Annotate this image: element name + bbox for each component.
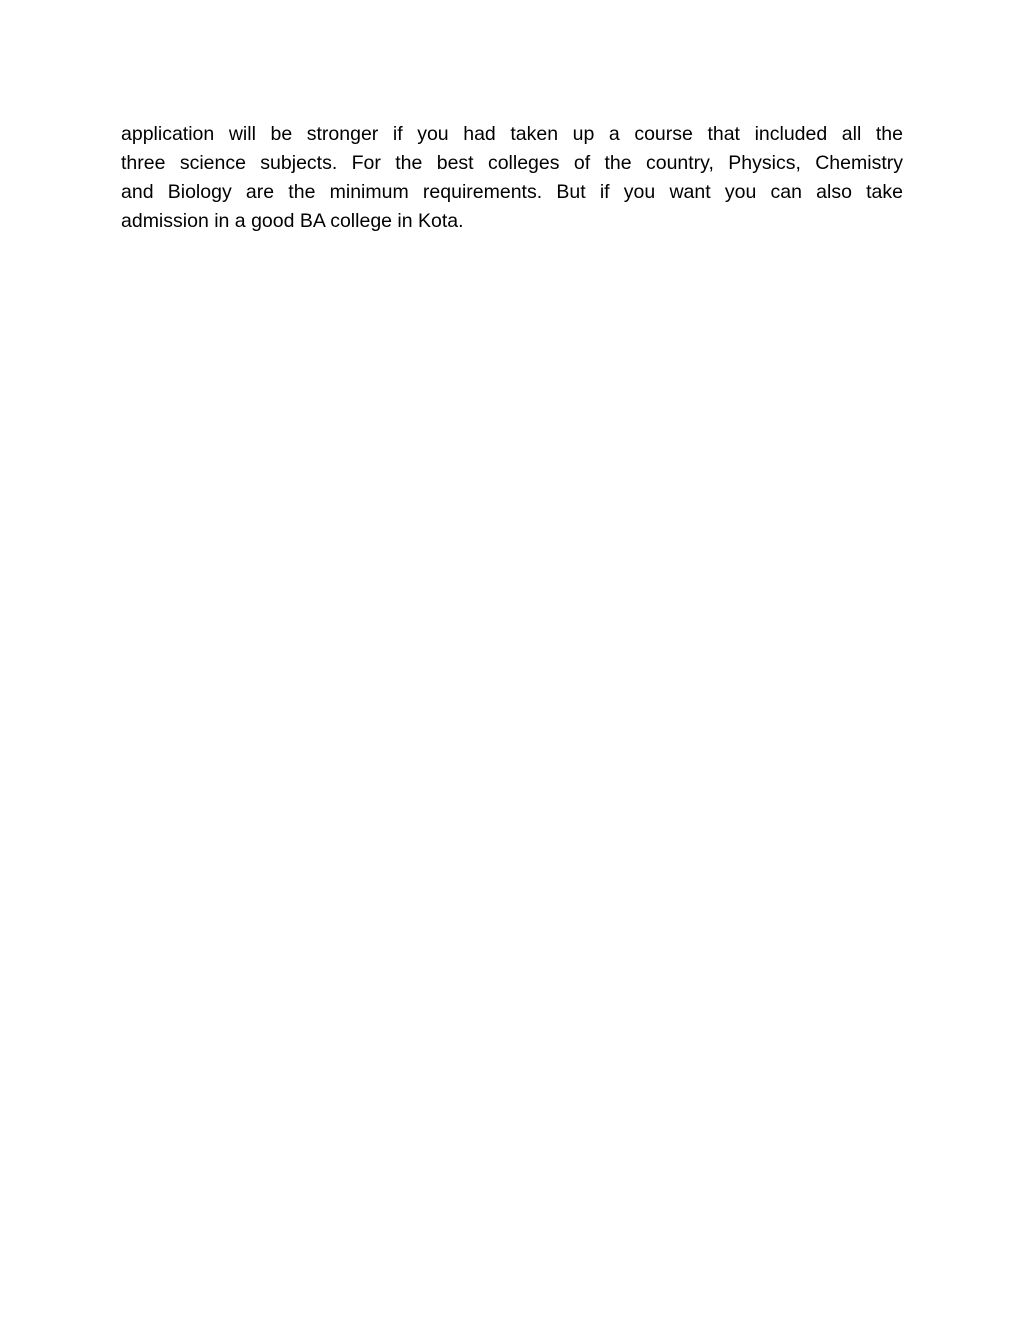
paragraph-line: application will be stronger if you had taken up a course that included all the: [121, 123, 903, 145]
body-paragraph: [121, 120, 903, 236]
paragraph-line: and Biology are the minimum requirements. But if you want you can also take: [121, 181, 903, 203]
paragraph-line: admission in a good BA college in Kota.: [121, 210, 464, 232]
paragraph-line: three science subjects. For the best colleges of the country, Physics, Chemistry: [121, 152, 903, 174]
